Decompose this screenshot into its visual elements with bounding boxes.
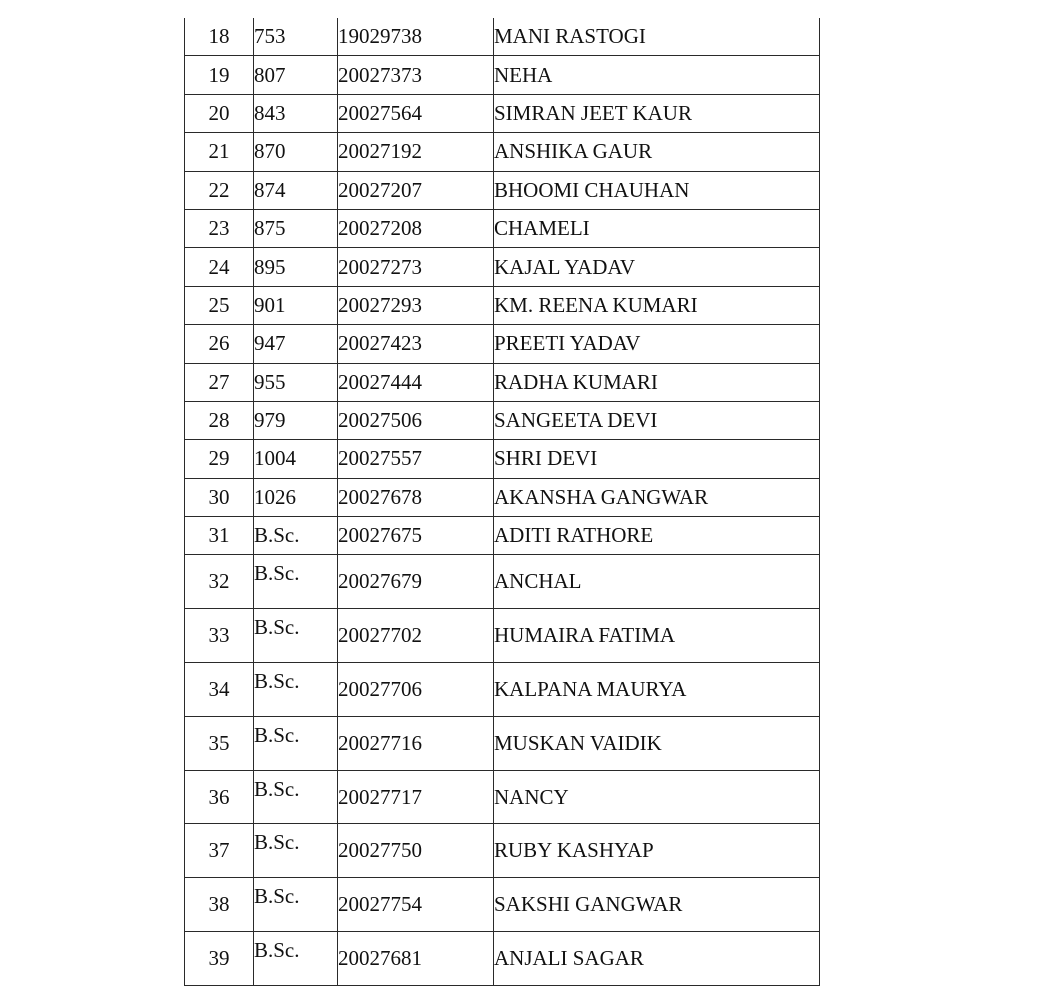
roll-number-cell: 901 [254,286,338,324]
table-row [185,878,820,932]
enrollment-number-cell: 20027207 [338,171,494,209]
document-page [184,18,820,986]
serial-number-cell: 37 [185,824,254,878]
student-name-cell: ANCHAL [494,555,820,609]
roll-number-cell: 753 [254,18,338,56]
table-row [185,171,820,209]
student-name-cell: SIMRAN JEET KAUR [494,94,820,132]
roll-number-cell: 895 [254,248,338,286]
roll-number-cell: 947 [254,325,338,363]
student-name-cell: HUMAIRA FATIMA [494,609,820,663]
enrollment-number-cell: 19029738 [338,18,494,56]
enrollment-number-cell: 20027423 [338,325,494,363]
serial-number-cell: 18 [185,18,254,56]
roll-number-cell: 955 [254,363,338,401]
student-name-cell: SAKSHI GANGWAR [494,878,820,932]
student-name-cell: CHAMELI [494,209,820,247]
table-row [185,209,820,247]
enrollment-number-cell: 20027273 [338,248,494,286]
table-row [185,440,820,478]
serial-number-cell: 29 [185,440,254,478]
table-row [185,555,820,609]
table-row [185,18,820,56]
roll-number-cell: B.Sc. [254,932,338,986]
roll-number-cell: 875 [254,209,338,247]
serial-number-cell: 28 [185,401,254,439]
roll-number-cell: B.Sc. [254,663,338,717]
table-row [185,716,820,770]
roll-number-cell: 843 [254,94,338,132]
enrollment-number-cell: 20027706 [338,663,494,717]
roll-number-cell: B.Sc. [254,716,338,770]
enrollment-number-cell: 20027679 [338,555,494,609]
serial-number-cell: 35 [185,716,254,770]
student-name-cell: KALPANA MAURYA [494,663,820,717]
enrollment-number-cell: 20027750 [338,824,494,878]
student-name-cell: NEHA [494,56,820,94]
enrollment-number-cell: 20027564 [338,94,494,132]
student-name-cell: MANI RASTOGI [494,18,820,56]
student-name-cell: SANGEETA DEVI [494,401,820,439]
enrollment-number-cell: 20027506 [338,401,494,439]
table-row [185,824,820,878]
student-list-table [184,18,820,986]
table-row [185,770,820,824]
roll-number-cell: 979 [254,401,338,439]
roll-number-cell: 1026 [254,478,338,516]
roll-number-cell: B.Sc. [254,609,338,663]
roll-number-cell: B.Sc. [254,555,338,609]
table-row [185,401,820,439]
serial-number-cell: 21 [185,133,254,171]
enrollment-number-cell: 20027192 [338,133,494,171]
serial-number-cell: 32 [185,555,254,609]
table-row [185,363,820,401]
table-row [185,663,820,717]
serial-number-cell: 26 [185,325,254,363]
roll-number-cell: 1004 [254,440,338,478]
table-row [185,517,820,555]
serial-number-cell: 39 [185,932,254,986]
serial-number-cell: 23 [185,209,254,247]
student-list-body [185,18,820,985]
enrollment-number-cell: 20027444 [338,363,494,401]
roll-number-cell: B.Sc. [254,517,338,555]
serial-number-cell: 20 [185,94,254,132]
serial-number-cell: 27 [185,363,254,401]
roll-number-cell: B.Sc. [254,770,338,824]
roll-number-cell: 807 [254,56,338,94]
student-name-cell: PREETI YADAV [494,325,820,363]
enrollment-number-cell: 20027717 [338,770,494,824]
enrollment-number-cell: 20027293 [338,286,494,324]
serial-number-cell: 36 [185,770,254,824]
student-name-cell: NANCY [494,770,820,824]
serial-number-cell: 19 [185,56,254,94]
table-row [185,325,820,363]
table-row [185,932,820,986]
student-name-cell: AKANSHA GANGWAR [494,478,820,516]
serial-number-cell: 25 [185,286,254,324]
enrollment-number-cell: 20027678 [338,478,494,516]
student-name-cell: KAJAL YADAV [494,248,820,286]
student-name-cell: ANSHIKA GAUR [494,133,820,171]
table-row [185,286,820,324]
serial-number-cell: 31 [185,517,254,555]
table-row [185,133,820,171]
student-name-cell: KM. REENA KUMARI [494,286,820,324]
student-name-cell: RADHA KUMARI [494,363,820,401]
enrollment-number-cell: 20027681 [338,932,494,986]
table-row [185,94,820,132]
table-row [185,248,820,286]
roll-number-cell: 870 [254,133,338,171]
enrollment-number-cell: 20027675 [338,517,494,555]
serial-number-cell: 24 [185,248,254,286]
table-row [185,56,820,94]
student-name-cell: BHOOMI CHAUHAN [494,171,820,209]
enrollment-number-cell: 20027754 [338,878,494,932]
enrollment-number-cell: 20027208 [338,209,494,247]
enrollment-number-cell: 20027373 [338,56,494,94]
roll-number-cell: B.Sc. [254,824,338,878]
student-name-cell: MUSKAN VAIDIK [494,716,820,770]
student-name-cell: RUBY KASHYAP [494,824,820,878]
table-row [185,478,820,516]
enrollment-number-cell: 20027557 [338,440,494,478]
student-name-cell: ADITI RATHORE [494,517,820,555]
serial-number-cell: 33 [185,609,254,663]
enrollment-number-cell: 20027702 [338,609,494,663]
serial-number-cell: 38 [185,878,254,932]
serial-number-cell: 30 [185,478,254,516]
roll-number-cell: 874 [254,171,338,209]
roll-number-cell: B.Sc. [254,878,338,932]
student-name-cell: SHRI DEVI [494,440,820,478]
enrollment-number-cell: 20027716 [338,716,494,770]
serial-number-cell: 34 [185,663,254,717]
table-row [185,609,820,663]
student-name-cell: ANJALI SAGAR [494,932,820,986]
serial-number-cell: 22 [185,171,254,209]
